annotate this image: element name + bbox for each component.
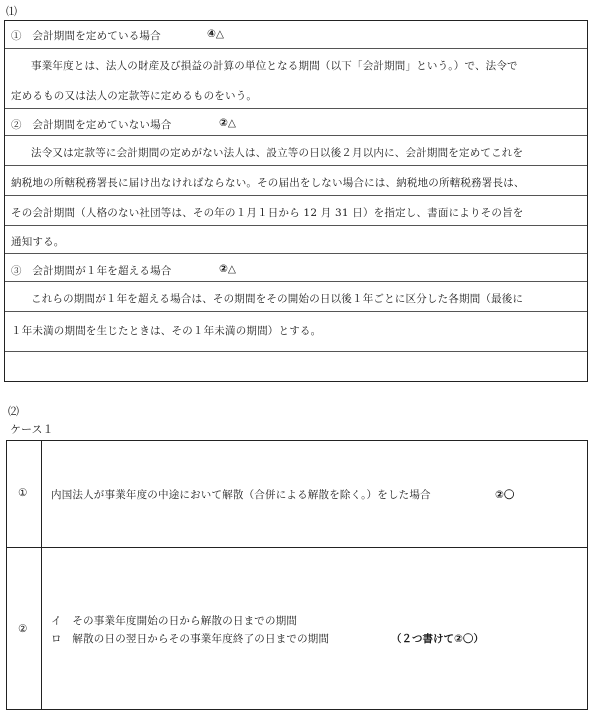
row-2-line-1: 法令又は定款等に会計期間の定めがない法人は、設立等の日以後２月以内に、会計期間を定めてこれを (31, 147, 524, 159)
row-3-heading: ③ 会計期間が１年を超える場合 (11, 265, 172, 277)
row-divider (5, 351, 587, 352)
section-1-table (4, 20, 588, 382)
row-divider (5, 108, 587, 109)
row-divider (5, 48, 587, 49)
row-1-heading: ① 会計期間を定めている場合 (11, 30, 161, 42)
row-divider (5, 195, 587, 196)
row-divider (5, 225, 587, 226)
row-1-score-mark: ④△ (207, 28, 224, 40)
case-row-1-number: ① (18, 487, 28, 499)
section-2-table (6, 440, 588, 710)
row-divider (5, 281, 587, 282)
case-row-2-score-mark: （２つ書けて②〇） (391, 633, 484, 645)
case-row-1-score-mark: ②〇 (495, 489, 515, 501)
row-3-line-2: １年未満の期間を生じたときは、その１年未満の期間）とする。 (11, 325, 322, 337)
row-3-line-1: これらの期間が１年を超える場合は、その期間をその開始の日以後１年ごとに区分した各期間（最後に (31, 293, 524, 305)
section-2-label: ⑵ (8, 405, 19, 418)
section-1-label: ⑴ (6, 5, 17, 18)
row-2-score-mark: ②△ (219, 117, 236, 129)
row-2-heading: ② 会計期間を定めていない場合 (11, 119, 172, 131)
case-label: ケース１ (10, 423, 54, 436)
case-row-1-text: 内国法人が事業年度の中途において解散（合併による解散を除く。）をした場合 (51, 489, 431, 501)
case-row-2-item-i: イ その事業年度開始の日から解散の日までの期間 (51, 615, 298, 627)
case-row-2-number: ② (18, 623, 28, 635)
row-2-line-3: その会計期間（人格のない社団等は、その年の１月１日から 12 月 31 日）を指定し、書面によりその旨を (11, 207, 524, 219)
row-2-line-2: 納税地の所轄税務署長に届け出なければならない。その届出をしない場合には、納税地の所轄税務署長は、 (11, 177, 525, 189)
row-2-line-4: 通知する。 (11, 236, 65, 248)
row-divider (5, 311, 587, 312)
row-divider (5, 165, 587, 166)
row-1-line-1: 事業年度とは、法人の財産及び損益の計算の単位となる期間（以下「会計期間」という。）で、法令で (31, 60, 518, 72)
row-divider (5, 135, 587, 136)
row-3-score-mark: ②△ (219, 263, 236, 275)
case-row-2-item-ro: ロ 解散の日の翌日からその事業年度終了の日までの期間 (51, 633, 330, 645)
row-divider (7, 547, 587, 548)
row-1-line-2: 定めるもの又は法人の定款等に定めるものをいう。 (11, 90, 258, 102)
row-divider (5, 253, 587, 254)
column-divider (41, 441, 42, 709)
